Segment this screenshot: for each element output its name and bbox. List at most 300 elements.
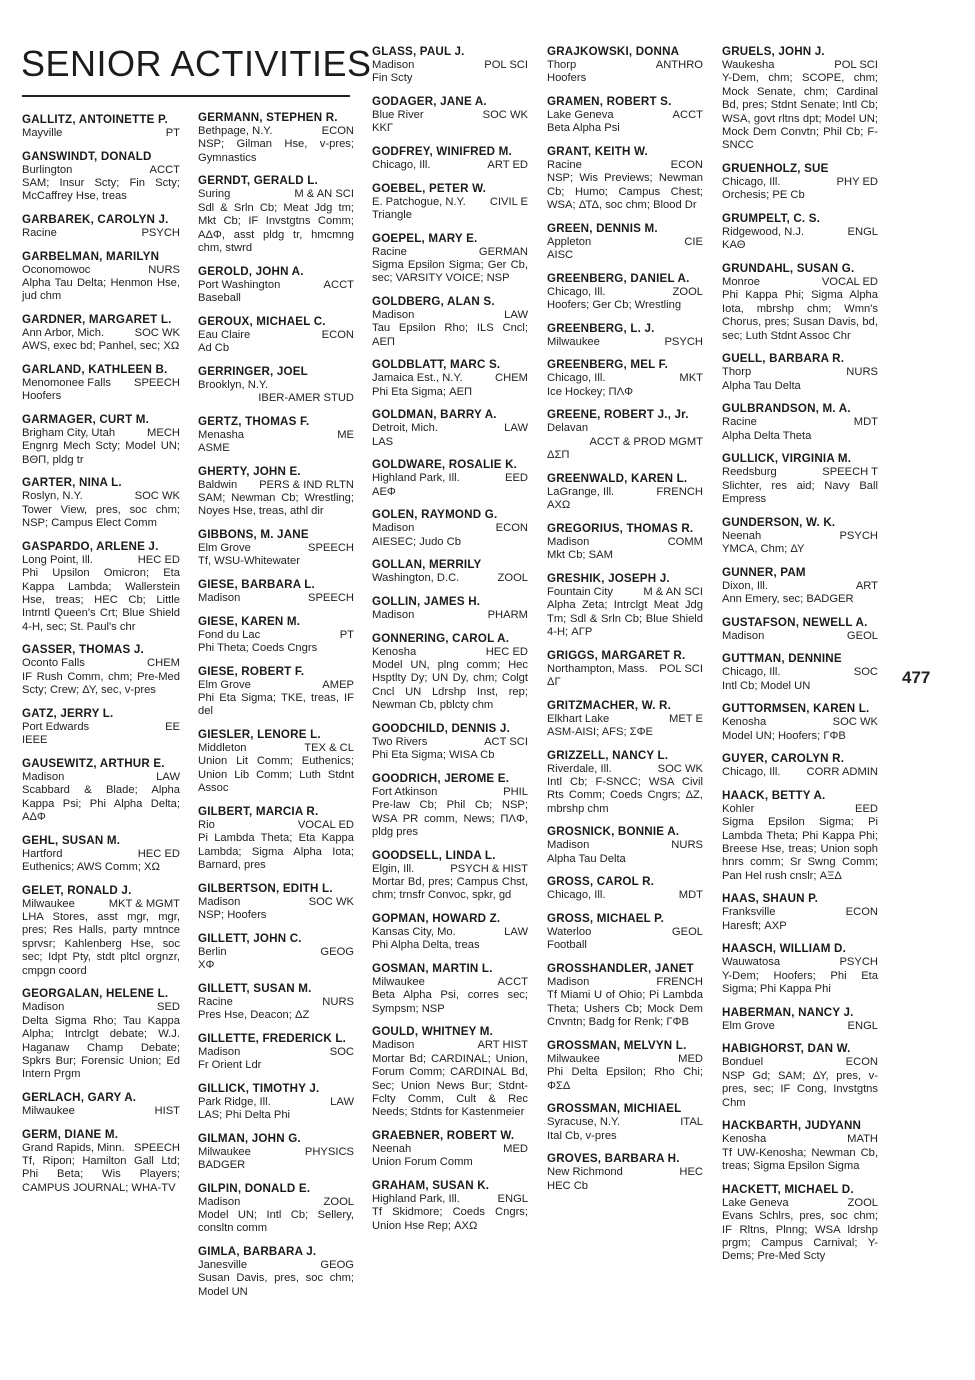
entry-activities: ΔΓ — [547, 676, 561, 689]
entry-name: GERLACH, GARY A. — [22, 1090, 137, 1104]
entry-location-major — [22, 1001, 180, 1014]
entry-hometown: Racine — [372, 245, 407, 258]
directory-entry — [372, 595, 528, 622]
entry-location-major — [722, 766, 878, 779]
entry-activities: Phi Theta; Coeds Cngrs — [198, 642, 318, 655]
entry-location-major — [22, 490, 180, 503]
entry-name: HABIGHORST, DAN W. — [722, 1042, 851, 1056]
entry-hometown: Milwaukee — [22, 1104, 75, 1117]
directory-entry — [722, 212, 878, 253]
entry-location-major — [547, 663, 703, 676]
entry-hometown: Thorp — [547, 59, 577, 71]
entry-major: ECON — [321, 125, 354, 137]
entry-location-major — [198, 379, 354, 406]
entry-activities: Susan Davis, pres, soc chm; Model UN — [198, 1272, 354, 1298]
entry-major: MET E — [669, 712, 703, 725]
entry-name: GOLLIN, JAMES H. — [372, 595, 481, 608]
entry-location-major — [372, 59, 528, 72]
entry-location-major — [372, 246, 528, 259]
entry-activities: Mortar Bd; CARDINAL; Union, Forum Comm; CARDINAL Bd, Sec; Union News Bur; Stdnt-Fclty Comm, Cult & Rec Needs; Stdnts for Kastenmeier — [372, 1052, 528, 1119]
entry-location-major — [22, 1142, 180, 1155]
entry-hometown: Chicago, Ill. — [547, 372, 606, 385]
directory-entry — [22, 113, 180, 140]
directory-entry — [22, 643, 180, 697]
entry-location-major — [198, 1046, 354, 1059]
entry-name: GASPARDO, ARLENE J. — [22, 539, 159, 553]
directory-entry — [22, 1128, 180, 1196]
entry-name: GRESHIK, JOSEPH J. — [547, 571, 670, 585]
entry-location-major — [547, 486, 703, 499]
entry-hometown: Neenah — [722, 529, 762, 542]
entry-hometown: Franksville — [722, 906, 776, 919]
directory-entry — [198, 982, 354, 1023]
directory-entry — [547, 1102, 703, 1143]
entry-major: GEOG — [320, 945, 354, 958]
entry-location-major — [547, 1053, 703, 1066]
directory-entry — [722, 702, 878, 743]
entry-location-major — [372, 572, 528, 585]
directory-entry — [372, 632, 528, 713]
entry-location-major — [722, 630, 878, 643]
entry-hometown: LaGrange, Ill. — [547, 485, 615, 498]
entry-major: ENGL — [497, 1193, 528, 1206]
directory-entry — [722, 1006, 878, 1033]
entry-major: NURS — [148, 263, 180, 276]
entry-major: NURS — [322, 995, 354, 1008]
entry-name: GROSS, CAROL R. — [547, 875, 655, 889]
entry-name: GIESE, ROBERT F. — [198, 664, 305, 678]
directory-entry — [547, 272, 703, 313]
entry-activities: IEEE — [22, 734, 48, 747]
entry-name: GOLLAN, MERRILY — [372, 558, 482, 572]
entry-major: SOC WK — [657, 762, 703, 775]
directory-entry — [198, 415, 354, 456]
entry-hometown: Lake Geneva — [547, 109, 614, 121]
directory-entry — [198, 315, 354, 356]
entry-location-major — [22, 377, 180, 390]
entry-major: MDT — [678, 889, 703, 902]
entry-hometown: Chicago, Ill. — [722, 176, 781, 189]
entry-major: SOC — [853, 666, 878, 679]
entry-major: CIVIL E — [489, 195, 528, 208]
entry-name: GERNDT, GERALD L. — [198, 174, 318, 188]
entry-activities: Intl Cb; F-SNCC; WSA Civil Rts Comm; Coeds Cngrs; ΔΖ, mbrshp chm — [547, 776, 703, 815]
entry-major: GEOL — [846, 629, 878, 642]
entry-major: ZOOL — [672, 285, 703, 298]
entry-location-major — [22, 771, 180, 784]
entry-major: PERS & IND RLTN — [259, 478, 354, 491]
entry-location-major — [547, 286, 703, 299]
entry-location-major — [722, 1197, 878, 1210]
directory-entry — [372, 1179, 528, 1233]
directory-entry — [22, 213, 180, 240]
entry-activities: Fin Scty — [372, 72, 413, 85]
entry-major: ART — [855, 579, 878, 592]
entry-hometown: Madison — [372, 309, 415, 321]
entry-location-major — [22, 427, 180, 440]
directory-entry — [198, 805, 354, 873]
entry-major: CIE — [684, 235, 703, 248]
entry-name: GRUELS, JOHN J. — [722, 45, 825, 58]
entry-hometown: Fort Atkinson — [372, 785, 438, 798]
entry-major: LAW — [504, 926, 528, 939]
entry-major: EE — [165, 720, 180, 733]
entry-location-major — [372, 1193, 528, 1206]
entry-major: MKT & MGMT — [108, 897, 180, 910]
entry-hometown: Reedsburg — [722, 466, 777, 479]
entry-major: ECON — [845, 1056, 878, 1069]
entry-name: GILBERT, MARCIA R. — [198, 804, 319, 818]
directory-entry — [22, 363, 180, 404]
entry-major: EED — [854, 802, 878, 815]
entry-activities: Intl Cb; Model UN — [722, 679, 811, 692]
entry-hometown: Monroe — [722, 276, 760, 289]
entry-name: GRITZMACHER, W. R. — [547, 698, 672, 712]
entry-location-major — [198, 429, 354, 442]
entry-activities: Engnrg Mech Scty; Model UN; ΒΘΠ, pldg tr — [22, 440, 180, 466]
entry-major: POL SCI — [484, 59, 528, 71]
entry-major: ANTHRO — [655, 59, 703, 71]
entry-hometown: Madison — [372, 609, 415, 621]
entry-location-major — [547, 336, 703, 349]
entry-activities: ΑΕΦ — [372, 485, 396, 498]
entry-location-major — [547, 976, 703, 989]
entry-name: GODFREY, WINIFRED M. — [372, 145, 512, 158]
entry-activities: NSP Gd; SAM; ΔΥ, pres, v-pres, sec; IF Cong, Invstgtns Chm — [722, 1069, 878, 1109]
directory-entry — [722, 402, 878, 443]
entry-location-major — [198, 1259, 354, 1272]
entry-name: GOLDBERG, ALAN S. — [372, 295, 495, 308]
entry-name: HABERMAN, NANCY J. — [722, 1005, 854, 1019]
directory-entry — [372, 558, 528, 585]
directory-entry — [372, 358, 528, 399]
entry-activities: NSP; Wis Previews; Newman Cb; Humo; Campus Chest; WSA; ΔΤΔ, soc chm; Blood Dr — [547, 172, 703, 212]
entry-hometown: Northampton, Mass. — [547, 662, 648, 675]
entry-activities: Pre-law Cb; Phil Cb; NSP; WSA PR comm, News; ΠΛΦ, pldg pres — [372, 799, 528, 839]
directory-entry — [198, 882, 354, 923]
entry-major: PHY ED — [836, 176, 878, 189]
entry-name: GUTTORMSEN, KAREN L. — [722, 702, 870, 716]
entry-name: GREENBERG, L. J. — [547, 321, 655, 335]
entry-major: ACCT — [149, 163, 180, 176]
entry-major: ZOOL — [323, 1195, 354, 1208]
directory-entry — [547, 95, 703, 136]
entry-activities: Alpha Tau Delta — [547, 852, 626, 865]
entry-location-major — [372, 1039, 528, 1052]
entry-activities: SAM; Insur Scty; Fin Scty; McCaffrey Hse, treas — [22, 177, 180, 203]
entry-activities: Euthenics; AWS Comm; ΧΩ — [22, 861, 160, 874]
entry-major: LAW — [156, 770, 180, 783]
entry-hometown: Grand Rapids, Minn. — [22, 1141, 125, 1154]
entry-hometown: Madison — [198, 895, 241, 908]
entry-major: MDT — [853, 416, 878, 429]
entry-hometown: Kenosha — [372, 645, 417, 658]
entry-name: GOLDBLATT, MARC S. — [372, 358, 501, 372]
entry-location-major — [547, 1116, 703, 1129]
entry-hometown: Madison — [372, 59, 415, 71]
entry-major: MATH — [847, 1133, 878, 1146]
entry-major: GERMAN — [478, 245, 528, 258]
entry-major: LAW — [504, 309, 528, 321]
directory-entry — [722, 1183, 878, 1264]
entry-activities: Tf Miami U of Ohio; Pi Lambda Theta; Ushers Cb; Mock Dem Cnvntn; Badg for Renk; ΓΦΒ — [547, 989, 703, 1029]
entry-location-major — [372, 196, 528, 209]
directory-entry — [722, 516, 878, 557]
entry-location-major — [722, 59, 878, 72]
directory-entry — [198, 174, 354, 255]
entry-major: NURS — [671, 839, 703, 852]
entry-hometown: Fountain City — [547, 585, 613, 598]
entry-name: GRANT, KEITH W. — [547, 145, 648, 158]
entry-name: GUELL, BARBARA R. — [722, 352, 845, 366]
entry-major: ZOOL — [497, 572, 528, 585]
entry-activities: Phi Eta Sigma; ΑΕΠ — [372, 385, 473, 398]
entry-name: GASSER, THOMAS J. — [22, 643, 144, 657]
entry-location-major — [547, 236, 703, 249]
entry-hometown: Port Washington — [198, 278, 281, 291]
directory-entry — [547, 825, 703, 866]
entry-hometown: Bethpage, N.Y. — [198, 125, 273, 137]
directory-entry — [22, 834, 180, 875]
entry-major: AMEP — [322, 678, 354, 691]
entry-major: GEOL — [671, 926, 703, 939]
entry-hometown: Wauwatosa — [722, 956, 781, 969]
entry-major: PSYCH — [839, 956, 878, 969]
column-1 — [22, 113, 180, 1204]
column-3 — [372, 45, 528, 1242]
entry-major: PHIL — [503, 785, 528, 798]
directory-entry — [22, 313, 180, 354]
entry-name: GILMAN, JOHN G. — [198, 1131, 301, 1145]
entry-name: GEORGALAN, HELENE L. — [22, 987, 169, 1001]
entry-major: SOC WK — [308, 895, 354, 908]
entry-name: HAACK, BETTY A. — [722, 788, 826, 802]
entry-name: GREENBERG, DANIEL A. — [547, 271, 690, 285]
entry-name: GRUMPELT, C. S. — [722, 212, 821, 226]
entry-major: HEC — [679, 1166, 703, 1179]
entry-location-major — [372, 309, 528, 322]
directory-entry — [198, 665, 354, 719]
entry-major: ART HIST — [477, 1039, 528, 1052]
entry-location-major — [198, 1096, 354, 1109]
entry-name: GALLITZ, ANTOINETTE P. — [22, 113, 168, 126]
entry-hometown: Appleton — [547, 235, 592, 248]
directory-entry — [22, 413, 180, 467]
entry-name: GRAEBNER, ROBERT W. — [372, 1129, 515, 1143]
entry-location-major — [372, 159, 528, 172]
directory-entry — [22, 757, 180, 825]
entry-activities: Tf Skidmore; Coeds Cngrs; Union Hse Rep; ΑΧΩ — [372, 1206, 528, 1232]
entry-hometown: Madison — [22, 770, 65, 783]
entry-hometown: Bonduel — [722, 1056, 764, 1069]
entry-name: GULBRANDSON, M. A. — [722, 402, 851, 416]
entry-major: POL SCI — [834, 59, 878, 71]
entry-name: GEHL, SUSAN M. — [22, 833, 121, 847]
directory-entry — [198, 728, 354, 796]
entry-location-major — [722, 666, 878, 679]
entry-location-major — [372, 736, 528, 749]
entry-hometown: Hartford — [22, 847, 63, 860]
entry-name: GRAHAM, SUSAN K. — [372, 1179, 490, 1193]
column-2 — [198, 111, 354, 1308]
entry-name: GUTTMAN, DENNINE — [722, 652, 842, 666]
entry-name: GEROUX, MICHAEL C. — [198, 314, 326, 328]
entry-activities: Ad Cb — [198, 342, 230, 355]
entry-name: GROVES, BARBARA H. — [547, 1152, 680, 1166]
directory-entry — [372, 45, 528, 86]
entry-major: ME — [337, 428, 354, 441]
entry-hometown: Waterloo — [547, 926, 592, 939]
entry-location-major — [22, 227, 180, 240]
entry-major: PSYCH — [141, 227, 180, 239]
entry-major: M & AN SCI — [294, 188, 354, 201]
entry-activities: Tf UW-Kenosha; Newman Cb, treas; Sigma Epsilon Sigma — [722, 1146, 878, 1173]
entry-name: GERRINGER, JOEL — [198, 364, 308, 378]
directory-entry — [198, 578, 354, 605]
entry-hometown: Park Ridge, Ill. — [198, 1095, 271, 1108]
entry-location-major — [722, 276, 878, 289]
entry-hometown: Madison — [547, 535, 590, 548]
entry-name: GARBELMAN, MARILYN — [22, 249, 160, 263]
entry-name: GREGORIUS, THOMAS R. — [547, 521, 694, 535]
directory-entry — [372, 295, 528, 349]
entry-major: SPEECH — [307, 592, 354, 605]
directory-entry — [372, 95, 528, 136]
entry-hometown: Middleton — [198, 742, 247, 755]
entry-location-major — [372, 976, 528, 989]
entry-hometown: New Richmond — [547, 1166, 623, 1179]
entry-major: NURS — [846, 366, 878, 379]
entry-location-major — [22, 264, 180, 277]
directory-entry — [198, 1032, 354, 1073]
entry-major: SPEECH T — [822, 466, 878, 479]
entry-hometown: Madison — [198, 1045, 241, 1058]
directory-entry — [198, 1082, 354, 1123]
entry-hometown: Baldwin — [198, 478, 238, 491]
entry-location-major — [547, 159, 703, 172]
entry-hometown: Madison — [372, 522, 415, 535]
entry-name: GOODSELL, LINDA L. — [372, 848, 496, 862]
entry-activities: Mortar Bd, pres; Campus Chst, chm; trnsfr Convoc, spkr, gd — [372, 876, 528, 902]
entry-hometown: Lake Geneva — [722, 1196, 789, 1209]
entry-location-major — [722, 580, 878, 593]
entry-hometown: Thorp — [722, 366, 752, 379]
entry-hometown: Two Rivers — [372, 735, 428, 748]
entry-hometown: Milwaukee — [198, 1145, 251, 1158]
directory-entry — [547, 572, 703, 640]
entry-name: GLASS, PAUL J. — [372, 45, 465, 58]
entry-name: GROSSMAN, MICHIAEL — [547, 1102, 682, 1116]
entry-location-major — [722, 1056, 878, 1069]
entry-hometown: Rio — [198, 818, 215, 831]
entry-activities: Tau Epsilon Rho; ILS Cncl; ΑΕΠ — [372, 322, 528, 348]
entry-name: GANSWINDT, DONALD — [22, 149, 152, 163]
directory-entry — [22, 476, 180, 530]
entry-location-major — [722, 176, 878, 189]
entry-activities: Beta Alpha Psi — [547, 122, 620, 135]
entry-activities: LHA Stores, asst mgr, mgr, pres; Res Halls, party mntnce sprvsr; Kahlenberg Hse, soc sec; Idpt Pty, stdt pltcl orgnzr, cmpgn coord — [22, 911, 180, 977]
entry-name: GILPIN, DONALD E. — [198, 1181, 311, 1195]
entry-major: ENGL — [847, 226, 878, 239]
entry-location-major — [722, 956, 878, 969]
entry-location-major — [722, 466, 878, 479]
directory-entry — [547, 649, 703, 690]
entry-hometown: Kohler — [722, 802, 755, 815]
directory-entry — [372, 408, 528, 449]
title-rule — [22, 95, 350, 97]
entry-activities: Phi Eta Sigma; WISA Cb — [372, 749, 495, 762]
entry-location-major — [547, 1166, 703, 1179]
entry-activities: Phi Kappa Phi; Sigma Alpha Iota, mbrshp chm; Wmn's Chorus, pres; Susan Davis, bd, sec; Luth Stdnt Assoc Chr — [722, 289, 878, 342]
entry-major: IBER-AMER STUD — [258, 392, 354, 405]
entry-major: LAW — [504, 422, 528, 435]
entry-location-major — [372, 522, 528, 535]
entry-major: ECON — [845, 906, 878, 919]
entry-hometown: Kenosha — [722, 716, 767, 729]
entry-location-major — [547, 372, 703, 385]
directory-entry — [547, 699, 703, 740]
entry-activities: Tower View, pres, soc chm; NSP; Campus Elect Comm — [22, 503, 180, 530]
entry-location-major — [547, 59, 703, 72]
entry-activities: Haresft; ΑΧΡ — [722, 919, 787, 932]
entry-hometown: Chicago, Ill. — [722, 766, 781, 779]
entry-name: HACKBARTH, JUDYANN — [722, 1119, 862, 1133]
entry-hometown: Detroit, Mich. — [372, 422, 438, 435]
entry-location-major — [198, 629, 354, 642]
entry-location-major — [198, 819, 354, 832]
directory-entry — [722, 1119, 878, 1173]
entry-hometown: Jamaica Est., N.Y. — [372, 372, 463, 385]
entry-major: SED — [156, 1001, 180, 1014]
entry-location-major — [198, 996, 354, 1009]
entry-activities: Football — [547, 939, 587, 952]
entry-activities: ΚΑΘ — [722, 239, 746, 252]
entry-activities: Hoofers — [547, 72, 587, 85]
entry-location-major — [547, 713, 703, 726]
entry-location-major — [722, 906, 878, 919]
entry-name: GIESE, BARBARA L. — [198, 578, 315, 592]
entry-activities: ΑΧΩ — [547, 499, 571, 512]
entry-location-major — [198, 479, 354, 492]
entry-name: GRIGGS, MARGARET R. — [547, 648, 686, 662]
entry-activities: Alpha Tau Delta — [722, 379, 801, 392]
entry-hometown: Milwaukee — [547, 1052, 600, 1065]
entry-name: GUYER, CAROLYN R. — [722, 752, 845, 766]
entry-activities: AISC — [547, 249, 574, 262]
entry-hometown: Elm Grove — [198, 678, 251, 691]
entry-major: EED — [504, 472, 528, 485]
directory-entry — [198, 365, 354, 406]
entry-activities: Phi Alpha Delta, treas — [372, 939, 480, 952]
entry-name: GERTZ, THOMAS F. — [198, 414, 310, 428]
entry-name: GROSSHANDLER, JANET — [547, 962, 694, 976]
entry-location-major — [547, 109, 703, 122]
page-title: SENIOR ACTIVITIES — [21, 43, 372, 84]
entry-activities: Alpha Zeta; Intrclgt Meat Jdg Tm; Sdl & Srln Cb; Blue Shield 4-H; ΑΓΡ — [547, 599, 703, 639]
entry-activities: Phi Delta Epsilon; Rho Chi; ΦΣΔ — [547, 1066, 703, 1092]
entry-activities: Phi Eta Sigma; ΤΚΕ, treas, IF del — [198, 692, 354, 718]
entry-location-major — [22, 164, 180, 177]
entry-location-major — [722, 226, 878, 239]
directory-entry — [547, 222, 703, 263]
entry-major: PSYCH — [664, 335, 703, 348]
directory-entry — [372, 458, 528, 499]
directory-entry — [722, 789, 878, 883]
entry-hometown: Oconto Falls — [22, 657, 85, 670]
directory-entry — [372, 772, 528, 840]
entry-major: SPEECH — [307, 542, 354, 555]
entry-name: GREENBERG, MEL F. — [547, 358, 669, 372]
